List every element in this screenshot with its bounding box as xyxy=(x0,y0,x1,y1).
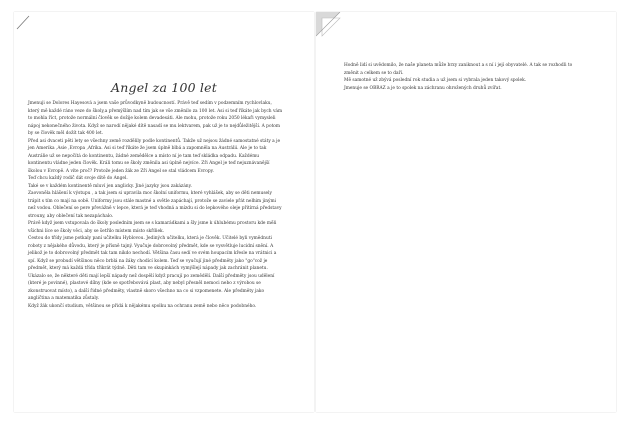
paragraph: Před asi dvaceti pěti lety se všechny země rozdělily podle kontinentů. Takže už nejsou žádné samostatné státy a je jen Amerika ,Asie ,Evropa ,Afrika. Asi si teď říkáte že jsem úplně blbá a zapomněla na Austrálii. Ale je to tak Austrálie už se nepočítá do kontinentu, žádné zemědělce a místo ní je tam teď skládka odpadu. Každému kontinentu vládne jeden člověk. Králi tomu se školy změnila asi úplně nejvíce. Zři Angel je teď nejuznávanější školou v Evropě. A víte proč? Protože jeden žák ze Zři Angel se stal vládcem Evropy. xyxy=(28,138,281,174)
paragraph: Jmenuji se Dolores Hayesová a jsem vaše průvodkyně budoucností. Právě teď sedím v podzemním rychlovlaku, který mě každé ráno veze do školy,a přemýšlím nad tím jak se vše změnilo za 100 let. Asi si teď říkáte jak bych vám to mohla říct, protože normální člověk se dožije kolem devadesáti. Ale mohu, protože roku 2050 lékaři vymysleli nápoj nekonečného života. Když se narodí nějaké dítě nasadí se mu lektvarem, pak už je to nejdůležitější. A potom by se člověk měl dožít tak 400 let. xyxy=(28,101,283,136)
paragraph: Když žák ukončí studium, většinou se přidá k nějakému spolku na ochranu země nebo něco podobného. xyxy=(28,303,257,309)
left-page xyxy=(14,12,314,412)
page-title: Angel za 100 let xyxy=(111,80,217,95)
paragraph: Také se v každém kontinentě mluví jen anglicky. Jiné jazyky jsou zakázány. xyxy=(28,183,192,189)
paragraph: Teď chcu každý rodič dát svoje dítě do Angel. xyxy=(28,176,128,181)
corner-pencil-mark xyxy=(14,12,36,34)
paragraph: Mě samotné už zbývá poslední rok studia a už jsem si vybrala jeden takový spolek. xyxy=(344,78,527,83)
right-page xyxy=(316,12,616,412)
folded-corner-icon xyxy=(316,12,342,38)
paragraph: Zaovoněla hlášení k výstupu , a tak jsem si upravila moc školní uniformu, které vyhlášek, aby se děti nemusely trápit s tím co mají na sobě. Uniformy jsou stále mastné a světle zapáchají, protože se zaviele přát nelhim jinými než vodou. Oblečení se pere převážně v lepce, která je teď vhodná a mízdu si do lepkového oleje přitírná představy strouny, aby oblečení tak nezapáchalo. xyxy=(28,191,282,219)
paragraph: Hodně lidí si uvědomilo, že naše planeta může brzy zaniknout a s ní i její obyvatelé. A tak se rozhodli to změnit a celkem se to daří. xyxy=(344,63,573,76)
left-page-body xyxy=(28,100,283,310)
paragraph: Právě když jsem vstupovala do školy posledním jsem se s kamarádkami a šly jsme k úhlubému prostoru kde měli všichni líce se školy věci, aby se šetřilo místem místo skříňek. xyxy=(28,221,277,234)
right-page-body xyxy=(344,62,574,92)
paragraph: Jmenuje se OBRAZ a je to spolek na záchranu ohrožených druhů zvířat. xyxy=(344,85,502,91)
paragraph: Cestou do třídy jsme potkaly paní učitelku Hyblovou. Jediných učitelku, která je člověk. Učitelé byli vymědnuti roboty z nějakého důvodu, který je přísně tajný. Vyučuje dobrovolný předmět, kde se vysvětluje lucidní snění. A jelikož je to dobrovolný předmět tak tam nikdo nechodí. Většina času sedí ve svém houpacím křesle na vrátnici a spí. Když se probudí většinou něco brblá na žáky chodící kolem. Teď se vyučují jiné předměty jako "go"což je předmět, který má každá třída třikrát týdně. Děti tam ve skupinkách vymýšlejí nápady jak zachránit planetu. Ukázalo se, že některé děti mají lepší nápady než dospělí když pracují po zemědělí. Další předměty jsou udělení (které je povinné), plastové dílny (kde se spotřebovává plast, aby nebyl přesněl nemoci nebo z výrobou se zkonstruovat místo), a další řidné předměty, vlastně skoro všechno na co si vzpomenete. Ale předměty jako angličtina a matematika zůstaly. xyxy=(28,236,277,301)
